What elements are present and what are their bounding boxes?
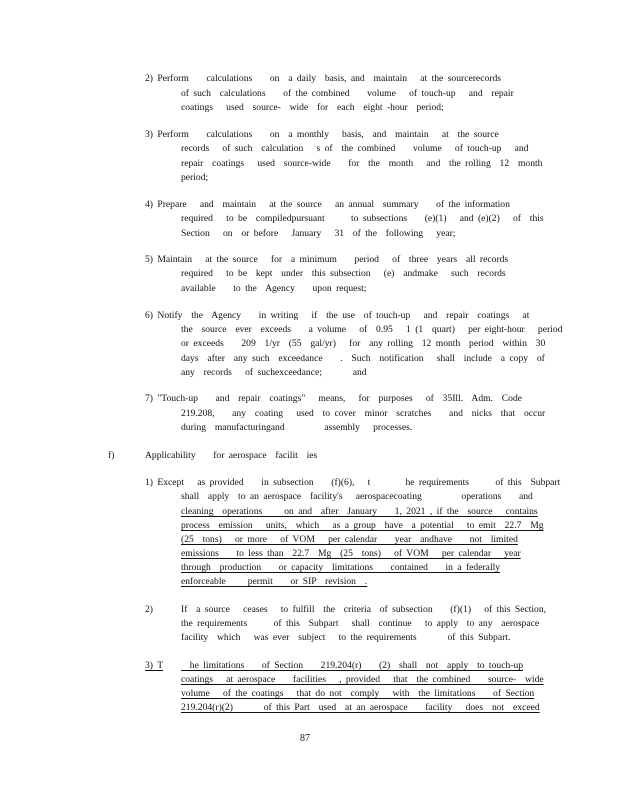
f-item-3-line-4: 219.204(r)(2) of this Part used at an aerospace facility does not exceed <box>181 702 540 713</box>
item-7-line-1: 7) "Touch-up and repair coatings" means, for purposes of 35Ill. Adm. Code <box>145 393 523 404</box>
section-f-label: f) <box>108 450 115 461</box>
f-item-1-line-8: enforceable permit or SIP revision . <box>181 576 368 587</box>
item-7-line-2: 219.208, any coating used to cover minor scratches and nicks that occur <box>181 408 546 419</box>
item-5-line-2: required to be kept under this subsection (e) andmake such records <box>181 268 506 279</box>
f-item-1-line-1: 1) Except as provided in subsection (f)(6), t he requirements of this Subpart <box>145 477 561 488</box>
item-6-line-5: any records of suchexceedance; and <box>181 367 367 378</box>
f-item-2-line-2: the requirements of this Subpart shall continue to apply to any aerospace <box>181 618 540 629</box>
f-item-1-line-6: emissions to less than 22.7 Mg (25 tons) of VOM per calendar year <box>181 548 521 559</box>
item-6-line-1: 6) Notify the Agency in writing if the use of touch-up and repair coatings at <box>145 310 530 321</box>
item-3-line-1: 3) Perform calculations on a monthly basis, and maintain at the source <box>145 129 499 140</box>
item-4-line-3: Section on or before January 31 of the following year; <box>181 228 456 239</box>
item-3-line-3: repair coatings used source-wide for the month and the rolling 12 month <box>181 158 543 169</box>
item-6-line-2: the source ever exceeds a volume of 0.95 1 (1 quart) per eight-hour period <box>181 324 563 335</box>
item-2-line-1: 2) Perform calculations on a daily basis, and maintain at the sourcerecords <box>145 73 501 84</box>
f-item-2-line-1: If a source ceases to fulfill the criteria of subsection (f)(1) of this Section, <box>181 604 547 615</box>
item-7-line-3: during manufacturingand assembly processes. <box>181 422 413 433</box>
item-3-line-4: period; <box>181 172 209 183</box>
f-item-1-line-4: process emission units, which as a group have a potential to emit 22.7 Mg <box>181 520 544 531</box>
section-f-heading: Applicability for aerospace facilit ies <box>145 450 318 461</box>
item-5-line-3: available to the Agency upon request; <box>181 283 367 294</box>
item-2-line-3: coatings used source- wide for each eight -hour period; <box>181 102 444 113</box>
item-4-line-1: 4) Prepare and maintain at the source an annual summary of the information <box>145 199 510 210</box>
f-item-3-line-3: volume of the coatings that do not comply with the limitations of Section <box>181 688 535 699</box>
page-number: 87 <box>300 733 310 744</box>
f-item-2-line-3: facility which was ever subject to the requirements of this Subpart. <box>181 632 511 643</box>
f-item-1-line-5: (25 tons) or more of VOM per calendar year andhave not limited <box>181 534 518 545</box>
f-item-1-line-7: through production or capacity limitations contained in a federally <box>181 562 501 573</box>
item-3-line-2: records of such calculation s of the combined volume of touch-up and <box>181 143 529 154</box>
item-2-line-2: of such calculations of the combined volume of touch-up and repair <box>181 88 514 99</box>
item-6-line-3: or exceeds 209 1/yr (55 gal/yr) for any rolling 12 month period within 30 <box>181 338 546 349</box>
item-4-line-2: required to be compiledpursuant to subsections (e)(1) and (e)(2) of this <box>181 213 544 224</box>
f-item-1-line-3: cleaning operations on and after January 1, 2021 , if the source contains <box>181 506 538 517</box>
f-item-3-line-1: he limitations of Section 219.204(r) (2) shall not apply to touch-up <box>181 660 524 671</box>
f-item-3-number: 3) T <box>145 660 164 671</box>
f-item-1-line-2: shall apply to an aerospace facility's aerospacecoating operations and <box>181 491 533 502</box>
f-item-2-number: 2) <box>145 604 153 615</box>
item-6-line-4: days after any such exceedance . Such notification shall include a copy of <box>181 353 545 364</box>
item-5-line-1: 5) Maintain at the source for a minimum period of three years all records <box>145 254 509 265</box>
f-item-3-line-2: coatings at aerospace facilities , provided that the combined source- wide <box>181 674 544 685</box>
